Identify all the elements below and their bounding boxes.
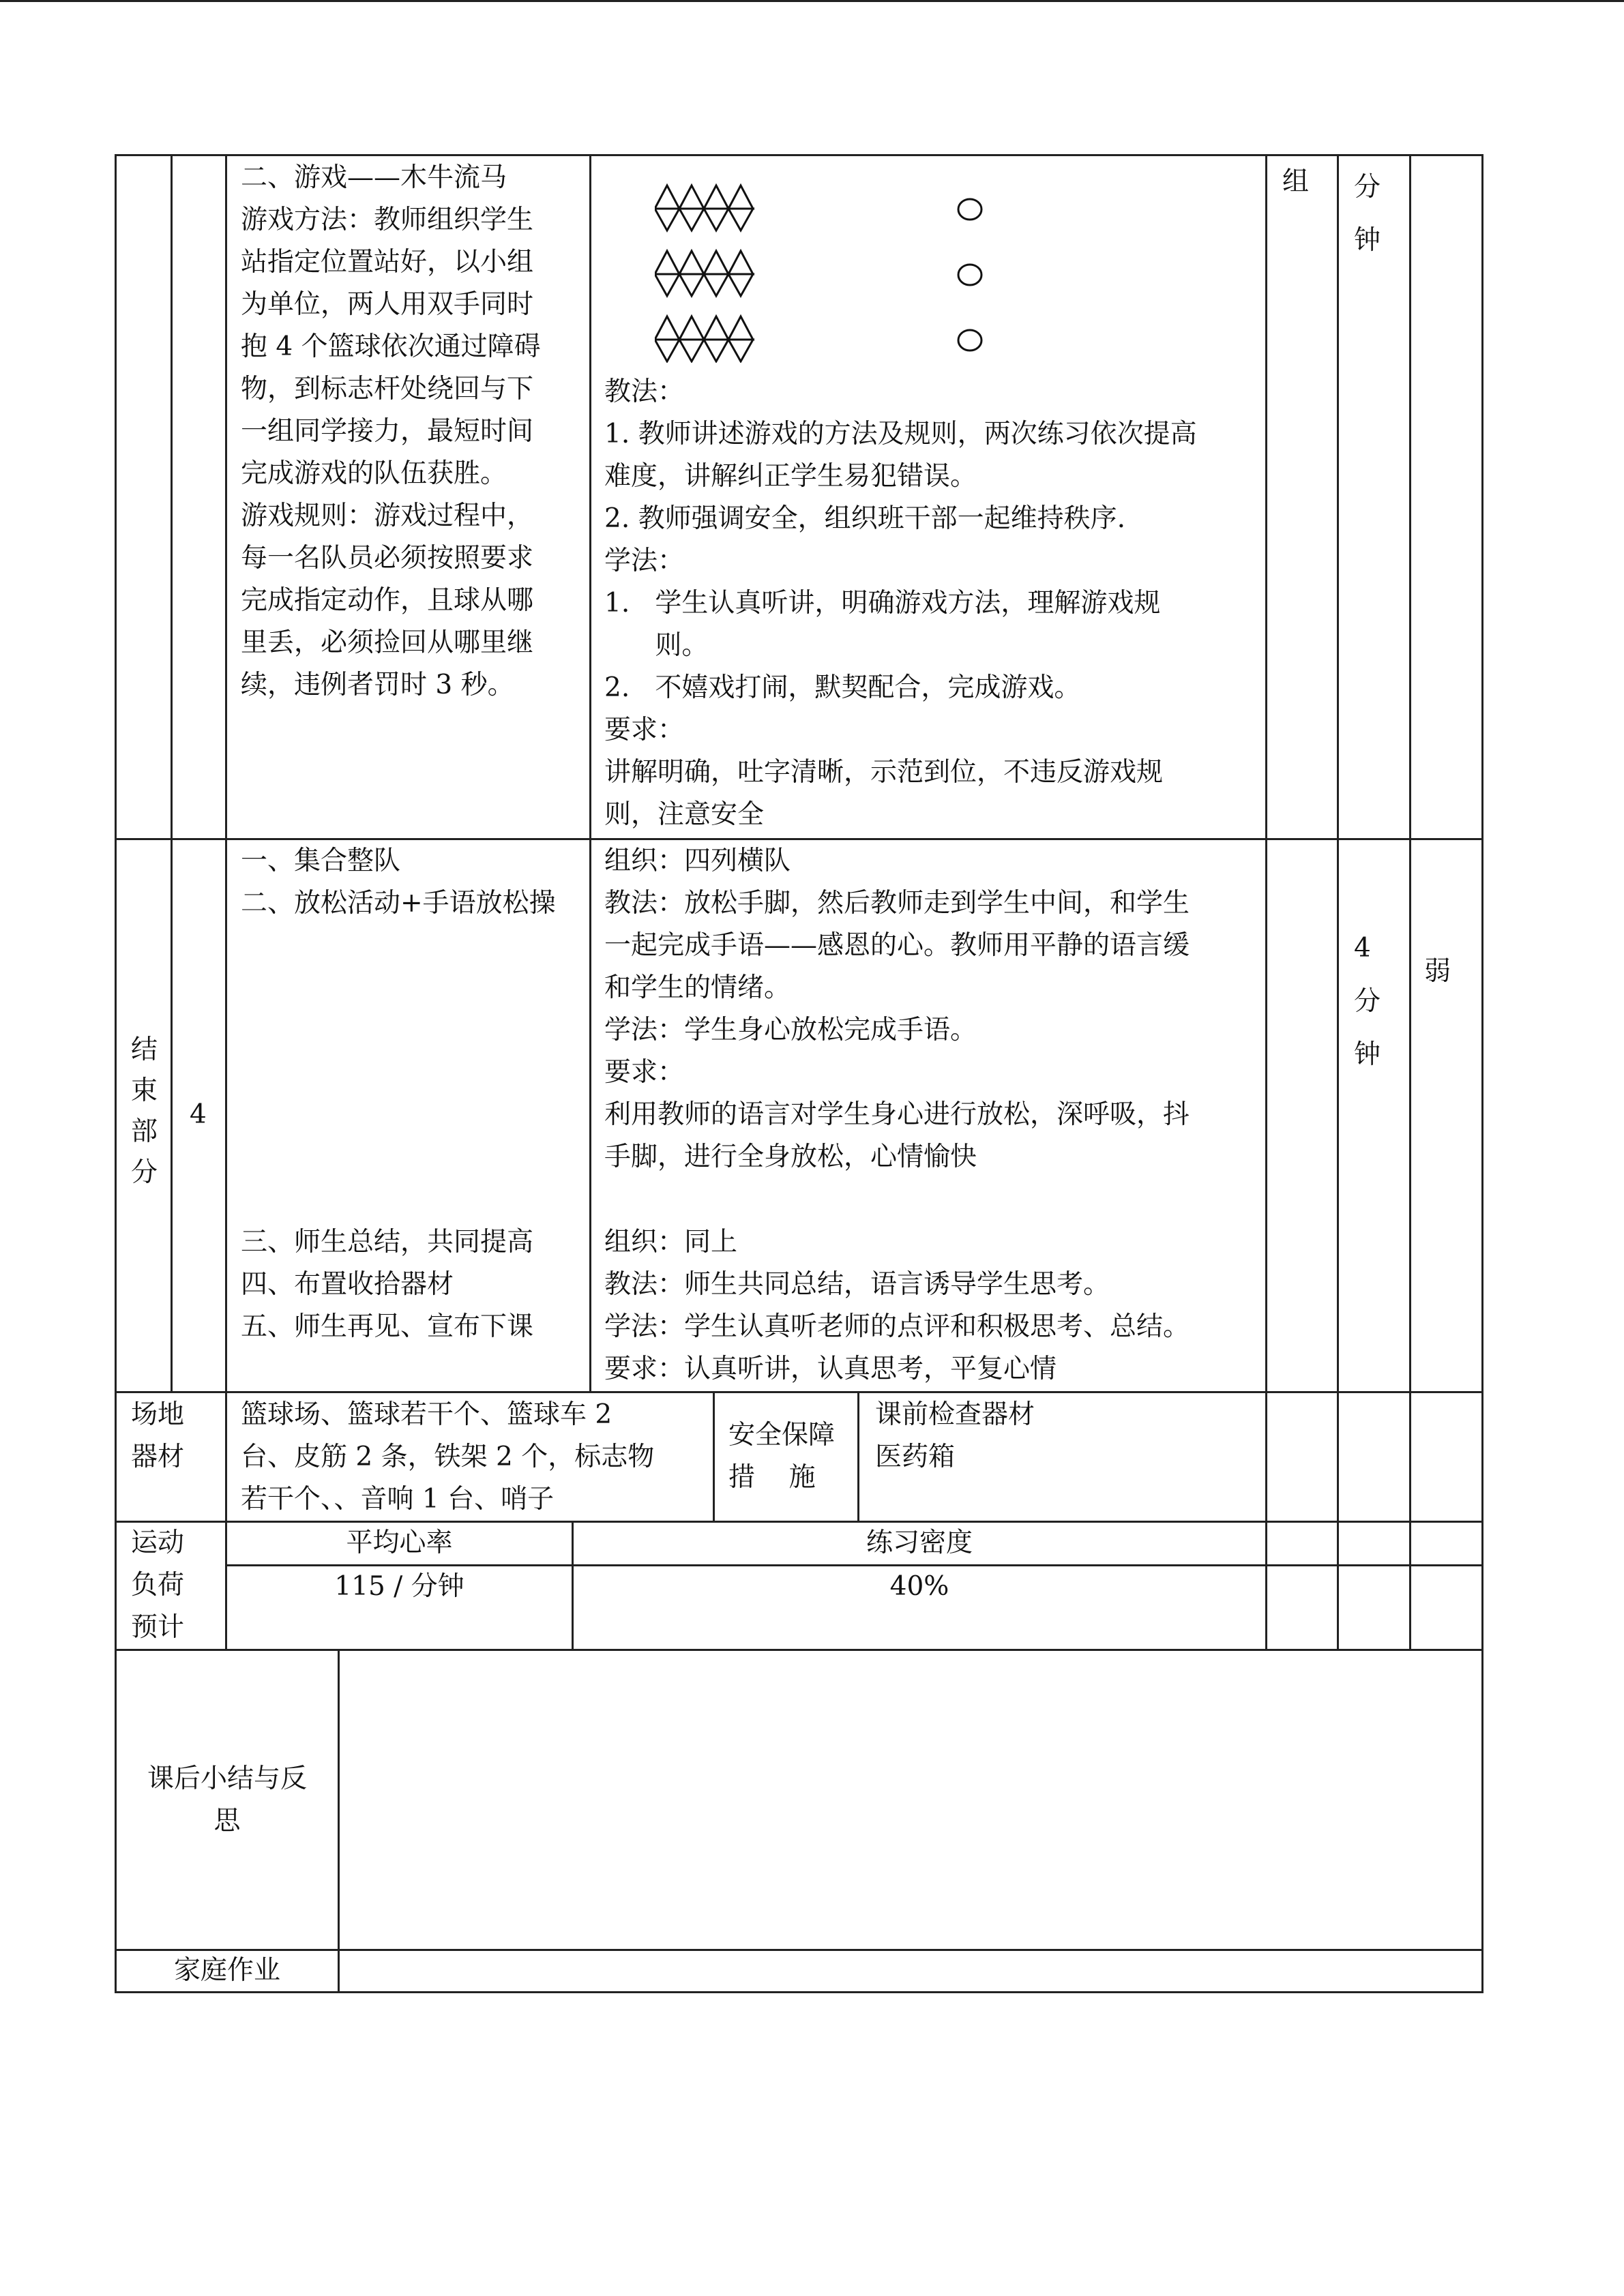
text-line: 一起完成手语——感恩的心。教师用平静的语言缓 [604, 930, 1190, 961]
column-divider [713, 1391, 715, 1521]
student-triangle [728, 316, 753, 340]
text-line: 预计 [131, 1612, 185, 1643]
text-line: 五、师生再见、宣布下课 [241, 1311, 534, 1342]
text-line: 篮球场、篮球若干个、篮球车 2 [241, 1399, 612, 1430]
text-line: 讲解明确，吐字清晰，示范到位，不违反游戏规 [604, 757, 1164, 788]
student-triangle [655, 209, 679, 230]
density-header: 练习密度 [866, 1527, 973, 1558]
load-label [131, 1522, 184, 1649]
text-line: 1. 教师讲述游戏的方法及规则，两次练习依次提高 [604, 419, 1197, 449]
text-line: 钟 [1354, 225, 1381, 256]
column-divider [338, 1649, 340, 1991]
student-triangle [728, 340, 753, 361]
text-line: 里丢，必须捡回从哪里继 [241, 627, 534, 658]
column-divider [1409, 154, 1411, 1649]
game-method [604, 371, 1197, 836]
column-divider [171, 154, 173, 1391]
text-line: 要求：认真听讲，认真思考，平复心情 [604, 1354, 1057, 1384]
text-line: 则。 [604, 630, 709, 661]
text-line: 2. 教师强调安全，组织班干部一起维持秩序. [604, 503, 1126, 534]
student-triangle [655, 185, 679, 209]
text-line: 若干个、、音响 1 台、哨子 [241, 1484, 555, 1515]
venue-label [131, 1394, 184, 1478]
text-line: 组织：同上 [604, 1227, 738, 1257]
text-line: 游戏规则：游戏过程中， [241, 501, 534, 531]
student-triangle [704, 209, 728, 230]
text-line: 手脚，进行全身放松，心情愉快 [604, 1142, 977, 1172]
text-line: 完成指定动作，且球从哪 [241, 585, 534, 616]
text-line: 安全保障 [728, 1420, 836, 1450]
student-triangle [679, 274, 704, 296]
text-line: 则，注意安全 [604, 799, 765, 830]
text-line: 思 [213, 1806, 241, 1836]
marker-pole-circle [958, 330, 981, 351]
text-line: 游戏方法：教师组织学生 [241, 205, 534, 235]
venue-equipment [241, 1394, 654, 1521]
text-line: 每一名队员必须按照要求 [241, 543, 534, 573]
marker-pole-circle [958, 199, 981, 220]
text-line: 二、游戏——木牛流马 [241, 162, 507, 193]
text-line: 措 施 [728, 1462, 816, 1493]
ending-content-a [241, 840, 556, 925]
text-line: 难度，讲解纠正学生易犯错误。 [604, 461, 977, 492]
text-line: 要求： [604, 1057, 685, 1088]
row-divider [115, 1649, 1483, 1651]
text-line: 抱 4 个篮球依次通过障碍 [241, 331, 541, 362]
column-divider [225, 154, 227, 1649]
row-divider [115, 1391, 1483, 1393]
ending-minutes: 4 [190, 1099, 207, 1130]
reflection-label [117, 1758, 338, 1843]
student-triangle [655, 340, 679, 361]
safety-label [728, 1414, 835, 1499]
text-line: 站指定位置站好，以小组 [241, 247, 534, 278]
student-triangle [679, 251, 704, 274]
text-line: 续，违例者罚时 3 秒。 [241, 670, 514, 700]
text-line: 一组同学接力，最短时间 [241, 416, 534, 447]
text-line: 台、皮筋 2 条，铁架 2 个，标志物 [241, 1442, 655, 1472]
student-triangle [679, 209, 704, 230]
text-line: 分 [131, 1157, 158, 1188]
student-triangle [704, 274, 728, 296]
student-triangle [679, 316, 704, 340]
text-line: 和学生的情绪。 [604, 972, 791, 1003]
text-line: 课后小结与反 [147, 1763, 307, 1794]
text-line: 医药箱 [875, 1442, 956, 1472]
text-line: 完成游戏的队伍获胜。 [241, 458, 507, 489]
text-line: 2. 不嬉戏打闹，默契配合，完成游戏。 [604, 672, 1081, 703]
text-line: 组织：四列横队 [604, 846, 791, 876]
student-triangle [704, 316, 728, 340]
text-line: 器材 [131, 1442, 185, 1472]
safety-measures [875, 1394, 1035, 1478]
text-line: 运动 [131, 1527, 185, 1558]
ending-intensity: 弱 [1424, 956, 1451, 987]
ending-section-label [131, 1030, 158, 1193]
ending-method-b [604, 1221, 1190, 1390]
text-line: 教法： [604, 376, 685, 407]
text-line: 钟 [1354, 1039, 1381, 1070]
column-divider [1337, 154, 1339, 1649]
text-line: 部 [131, 1116, 158, 1147]
student-triangle [704, 185, 728, 209]
text-line: 一、集合整队 [241, 846, 401, 876]
text-line: 利用教师的语言对学生身心进行放松，深呼吸，抖 [604, 1099, 1190, 1130]
game-organization: 组 [1282, 166, 1310, 197]
table-border-top [801, 154, 1483, 156]
text-line: 结 [131, 1034, 158, 1065]
text-line: 场地 [131, 1399, 185, 1430]
column-divider [589, 154, 591, 1391]
text-line: 学法： [604, 546, 685, 576]
ending-time [1354, 922, 1381, 1082]
game-content [241, 157, 541, 706]
text-line: 教法：放松手脚，然后教师走到学生中间，和学生 [604, 888, 1190, 919]
student-triangle [728, 209, 753, 230]
density-value: 40% [889, 1571, 949, 1602]
student-triangle [655, 274, 679, 296]
column-divider [1265, 154, 1267, 1649]
student-triangle [655, 251, 679, 274]
column-divider [857, 1391, 859, 1521]
heart-rate-value: 115 / 分钟 [334, 1571, 464, 1602]
text-line: 学法：学生身心放松完成手语。 [604, 1015, 977, 1045]
heart-rate-header: 平均心率 [346, 1527, 453, 1558]
formation-diagram [655, 179, 1009, 363]
marker-pole-circle [958, 265, 981, 285]
text-line: 1. 学生认真听讲，明确游戏方法，理解游戏规 [604, 588, 1161, 618]
student-triangle [679, 340, 704, 361]
text-line: 分 [1354, 986, 1381, 1017]
student-triangle [704, 340, 728, 361]
ending-content-b [241, 1221, 533, 1348]
text-line: 三、师生总结，共同提高 [241, 1227, 534, 1257]
text-line: 学法：学生认真听老师的点评和积极思考、总结。 [604, 1311, 1190, 1342]
student-triangle [704, 251, 728, 274]
student-triangle [655, 316, 679, 340]
ending-method-a [604, 840, 1190, 1178]
text-line: 要求： [604, 715, 685, 745]
homework-label: 家庭作业 [173, 1955, 280, 1986]
table-border-top [115, 154, 801, 156]
table-border-left [115, 154, 117, 1993]
text-line: 为单位，两人用双手同时 [241, 289, 534, 320]
text-line: 物，到标志杆处绕回与下 [241, 374, 534, 404]
student-triangle [728, 274, 753, 296]
text-line: 教法：师生共同总结，语言诱导学生思考。 [604, 1269, 1110, 1300]
text-line: 分 [1354, 172, 1381, 203]
student-triangle [728, 185, 753, 209]
text-line: 课前检查器材 [875, 1399, 1035, 1430]
text-line: 负荷 [131, 1570, 185, 1600]
game-time [1354, 161, 1381, 267]
text-line: 二、放松活动+手语放松操 [241, 888, 556, 919]
student-triangle [728, 251, 753, 274]
text-line: 4 [1354, 933, 1371, 964]
text-line: 束 [131, 1075, 158, 1106]
table-border-right [1481, 154, 1483, 1993]
page-top-border [0, 0, 1624, 2]
student-triangle [679, 185, 704, 209]
text-line: 四、布置收拾器材 [241, 1269, 454, 1300]
